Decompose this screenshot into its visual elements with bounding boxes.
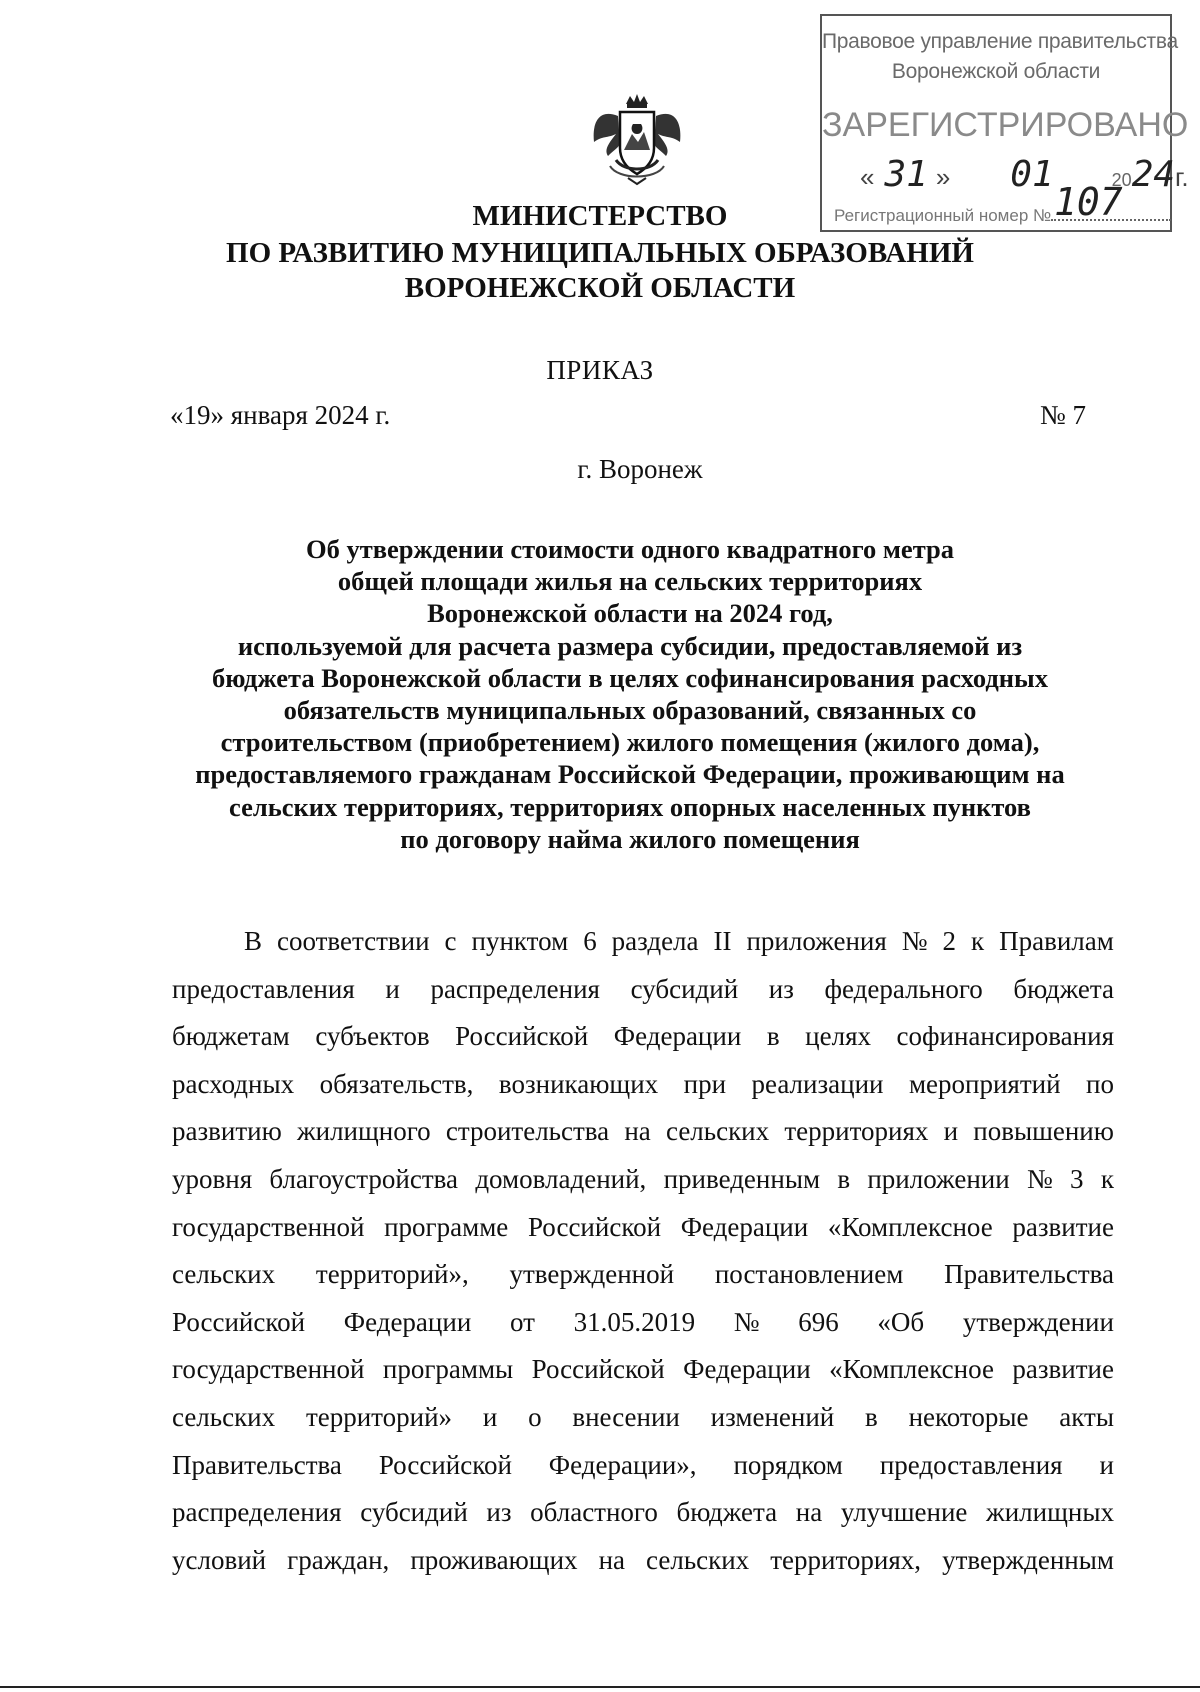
body-word: утвержденной bbox=[509, 1259, 675, 1290]
body-word: обязательств, bbox=[319, 1068, 474, 1099]
body-word: бюджета bbox=[676, 1497, 778, 1528]
stamp-status: ЗАРЕГИСТРИРОВАНО bbox=[822, 106, 1189, 144]
body-word: программы bbox=[382, 1354, 514, 1385]
body-word: 696 bbox=[798, 1306, 839, 1337]
ministry-name-line-2: ПО РАЗВИТИЮ МУНИЦИПАЛЬНЫХ ОБРАЗОВАНИЙ bbox=[226, 237, 974, 269]
body-word: целях bbox=[805, 1021, 871, 1052]
body-word: Российской bbox=[531, 1354, 665, 1385]
body-word: «Комплексное bbox=[827, 1211, 993, 1242]
body-word: предоставления bbox=[879, 1449, 1063, 1480]
stamp-regno-value: 107 bbox=[1054, 180, 1123, 224]
title-line: Об утверждении стоимости одного квадратного метра bbox=[305, 534, 955, 564]
body-word: Российской bbox=[527, 1211, 662, 1242]
body-word: территорий», bbox=[315, 1259, 469, 1290]
body-word: жилищного bbox=[296, 1116, 431, 1147]
document-date: «19» января 2024 г. bbox=[170, 400, 391, 430]
stamp-month: 01 bbox=[1010, 154, 1054, 195]
stamp-year-prefix: 20 bbox=[1111, 170, 1132, 190]
document-body bbox=[172, 918, 1114, 1584]
body-word: в bbox=[837, 1163, 851, 1194]
body-word: приложении bbox=[867, 1163, 1010, 1194]
body-word: развитие bbox=[1012, 1211, 1114, 1242]
body-word: с bbox=[444, 926, 457, 956]
body-word: акты bbox=[1059, 1401, 1114, 1432]
body-word: № bbox=[1026, 1163, 1053, 1194]
body-line bbox=[172, 1489, 1114, 1537]
title-line: сельских территориях, территориях опорных населенных пунктов bbox=[229, 791, 1031, 822]
body-word: по bbox=[1086, 1068, 1114, 1099]
stamp-year-unit: г. bbox=[1175, 162, 1189, 192]
body-word: сельских bbox=[666, 1116, 770, 1147]
body-word: Федерации», bbox=[548, 1449, 697, 1480]
body-word: расходных bbox=[172, 1068, 295, 1099]
body-line bbox=[172, 966, 1114, 1014]
body-word: Федерации bbox=[683, 1354, 811, 1385]
body-word: в bbox=[865, 1401, 878, 1432]
body-word: областного bbox=[530, 1497, 658, 1528]
title-line: бюджета Воронежской области в целях софинансирования расходных bbox=[212, 662, 1048, 693]
document-type: ПРИКАЗ bbox=[546, 355, 654, 385]
body-word: бюджета bbox=[1013, 973, 1114, 1004]
title-line: используемой для расчета размера субсидии, предоставляемой из bbox=[237, 630, 1023, 661]
body-word: программе bbox=[384, 1211, 509, 1242]
body-word: и bbox=[385, 973, 400, 1004]
body-word: и bbox=[1099, 1449, 1114, 1480]
body-word: Федерации bbox=[343, 1306, 472, 1337]
body-word: распределения bbox=[430, 973, 600, 1004]
body-word: в bbox=[766, 1021, 780, 1052]
body-line bbox=[172, 1537, 1114, 1585]
title-line: по договору найма жилого помещения bbox=[400, 823, 860, 854]
body-word: от bbox=[509, 1306, 535, 1337]
body-line bbox=[172, 1251, 1114, 1299]
body-word: Российской bbox=[172, 1306, 306, 1337]
title-line: предоставляемого гражданам Российской Федерации, проживающим на bbox=[195, 759, 1065, 790]
body-word: 6 bbox=[583, 926, 597, 956]
body-word: Федерации bbox=[680, 1211, 809, 1242]
body-word: к bbox=[1100, 1163, 1114, 1194]
title-line: строительством (приобретением) жилого помещения (жилого дома), bbox=[220, 727, 1040, 758]
body-word: на bbox=[598, 1544, 625, 1575]
body-word: некоторые bbox=[908, 1401, 1029, 1432]
body-word: территориях, bbox=[770, 1544, 922, 1575]
body-word: на bbox=[795, 1497, 823, 1528]
body-line bbox=[172, 1013, 1114, 1061]
body-word: II bbox=[713, 926, 732, 956]
body-word: внесении bbox=[572, 1401, 680, 1432]
body-word: субсидий bbox=[360, 1497, 468, 1528]
body-word: Правилам bbox=[999, 926, 1114, 956]
body-word: благоустройства bbox=[269, 1163, 459, 1194]
stamp-year-suffix: 24 bbox=[1131, 154, 1176, 195]
body-word: домовладений, bbox=[475, 1163, 647, 1194]
body-word: приведенным bbox=[663, 1163, 821, 1194]
body-word: Правительства bbox=[172, 1449, 342, 1480]
body-word: субъектов bbox=[315, 1021, 430, 1052]
body-word: условий bbox=[172, 1544, 267, 1575]
document-number: № 7 bbox=[1040, 400, 1087, 430]
body-line bbox=[172, 1346, 1114, 1394]
body-word: сельских bbox=[646, 1544, 750, 1575]
body-word: 2 bbox=[942, 926, 957, 956]
body-word: к bbox=[971, 926, 985, 956]
body-word: Федерации bbox=[613, 1021, 742, 1052]
body-word: постановлением bbox=[714, 1259, 904, 1290]
body-word: реализации bbox=[751, 1068, 884, 1099]
stamp-org-line-2: Воронежской области bbox=[891, 60, 1101, 83]
body-word: и bbox=[943, 1116, 959, 1147]
body-word: порядком bbox=[733, 1449, 843, 1480]
body-word: В bbox=[244, 926, 263, 956]
body-line bbox=[172, 1394, 1114, 1442]
body-word: улучшение bbox=[840, 1497, 968, 1528]
title-line: общей площади жилья на сельских территориях bbox=[337, 566, 923, 597]
stamp-org-line-1: Правовое управление правительства bbox=[822, 30, 1178, 53]
body-word: раздела bbox=[611, 926, 699, 956]
body-word: распределения bbox=[172, 1497, 342, 1528]
body-word: мероприятий bbox=[908, 1068, 1061, 1099]
body-word: территориях bbox=[784, 1116, 929, 1147]
body-word: изменений bbox=[710, 1401, 835, 1432]
body-word: государственной bbox=[172, 1354, 365, 1385]
body-word: № bbox=[901, 926, 928, 956]
body-word: 3 bbox=[1070, 1163, 1084, 1194]
body-word: утверждении bbox=[962, 1306, 1114, 1337]
body-word: приложения bbox=[746, 926, 887, 956]
body-word: строительства bbox=[445, 1116, 610, 1147]
body-word: государственной bbox=[172, 1211, 365, 1242]
body-word: из bbox=[486, 1497, 512, 1528]
body-word: граждан, bbox=[287, 1544, 390, 1575]
body-word: Российской bbox=[378, 1449, 512, 1480]
body-word: «Об bbox=[877, 1306, 925, 1337]
body-word: Российской bbox=[455, 1021, 589, 1052]
body-word: № bbox=[733, 1306, 760, 1337]
body-word: соответствии bbox=[277, 926, 430, 956]
body-word: на bbox=[624, 1116, 651, 1147]
stamp-regno-label: Регистрационный номер № bbox=[834, 206, 1052, 225]
body-word: и bbox=[482, 1401, 498, 1432]
body-word: территорий» bbox=[305, 1401, 453, 1432]
bottom-rule bbox=[0, 1686, 1200, 1688]
body-line bbox=[172, 1442, 1114, 1490]
body-word: сельских bbox=[172, 1259, 276, 1290]
stamp-day: 31 bbox=[884, 154, 928, 195]
body-word: 31.05.2019 bbox=[573, 1306, 696, 1337]
body-word: проживающих bbox=[410, 1544, 578, 1575]
body-word: развитие bbox=[1012, 1354, 1114, 1385]
body-word: пунктом bbox=[471, 926, 569, 956]
body-word: уровня bbox=[172, 1163, 253, 1194]
body-word: Правительства bbox=[944, 1259, 1114, 1290]
body-word: софинансирования bbox=[896, 1021, 1114, 1052]
body-word: жилищных bbox=[986, 1497, 1114, 1528]
body-word: федерального bbox=[824, 973, 983, 1004]
body-word: бюджетам bbox=[172, 1021, 290, 1052]
body-word: возникающих bbox=[498, 1068, 659, 1099]
body-line bbox=[172, 1299, 1114, 1347]
coat-of-arms-icon bbox=[588, 94, 686, 186]
ministry-name-line-1: МИНИСТЕРСТВО bbox=[472, 200, 728, 232]
document-title bbox=[150, 533, 1110, 855]
document-city: г. Воронеж bbox=[577, 454, 703, 484]
body-word: повышению bbox=[973, 1116, 1114, 1147]
body-word: «Комплексное bbox=[829, 1354, 994, 1385]
body-word: о bbox=[528, 1401, 542, 1432]
body-word: предоставления bbox=[172, 973, 355, 1004]
body-word: сельских bbox=[172, 1401, 276, 1432]
body-word: при bbox=[683, 1068, 727, 1099]
body-line bbox=[172, 1061, 1114, 1109]
body-word: из bbox=[768, 973, 794, 1004]
title-line: Воронежской области на 2024 год, bbox=[427, 598, 833, 629]
ministry-name-line-3: ВОРОНЕЖСКОЙ ОБЛАСТИ bbox=[404, 272, 796, 304]
body-line bbox=[172, 1204, 1114, 1252]
title-line: обязательств муниципальных образований, связанных со bbox=[283, 695, 977, 726]
body-line bbox=[172, 1108, 1114, 1156]
body-word: субсидий bbox=[630, 973, 739, 1004]
body-line bbox=[172, 918, 1114, 966]
body-line bbox=[172, 1156, 1114, 1204]
body-word: развитию bbox=[172, 1116, 282, 1147]
stamp-date: « 31 » 01 2024г. bbox=[860, 154, 1189, 195]
body-word: утвержденным bbox=[942, 1544, 1114, 1575]
